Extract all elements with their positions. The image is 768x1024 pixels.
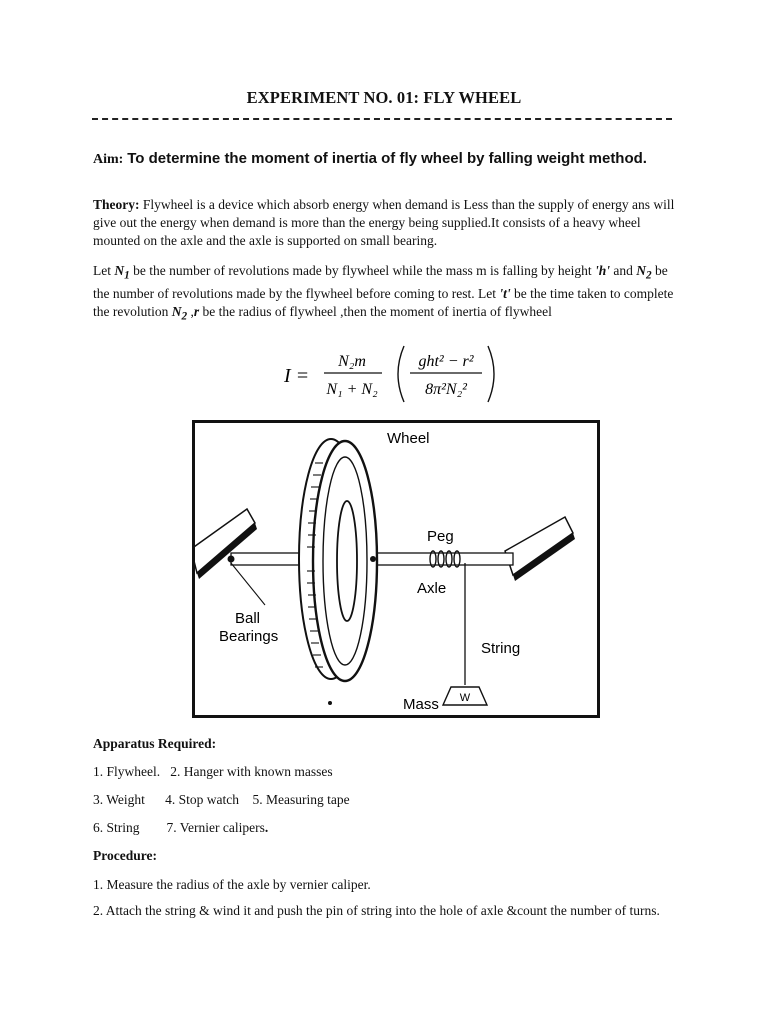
label-ball: Ball [235, 610, 261, 627]
formula-lhs: I = [284, 365, 310, 387]
text-fragment: be the radius of flywheel ,then the moment of inertia of flywheel [199, 303, 552, 319]
page-title: EXPERIMENT NO. 01: FLY WHEEL [246, 88, 522, 107]
left-paren [398, 346, 404, 402]
symbol-n1 [114, 263, 130, 282]
axle-end-dot [370, 556, 376, 562]
procedure-step-1: 1. Measure the radius of the axle by vernier caliper. [93, 877, 371, 892]
text-fragment: be the number of revolutions made by flywheel while the mass m is falling by height [129, 263, 596, 278]
aim-label: Aim: [93, 152, 124, 167]
formula-num2: ght² − r² [418, 353, 474, 370]
theory-text: Flywheel is a device which absorb energy when demand is Less than the supply of energy ans will give out the energy when demand is more than the energy being supplied.It consists of a heavy wheel mounted on the axle and the axle is supported on small bearing. [93, 197, 675, 248]
symbol-n2b [171, 303, 188, 323]
procedure-heading: Procedure: [93, 848, 157, 863]
label-axle: Axle [417, 580, 447, 597]
label-mass: Mass [403, 696, 439, 713]
apparatus-line-3-text: 6. String 7. Vernier calipers [93, 820, 265, 835]
mass-label-w: W [459, 692, 471, 704]
symbol-n: N [171, 303, 182, 319]
symbol-n2 [636, 263, 652, 282]
symbol-t: 't' [499, 285, 511, 301]
left-support-edge [197, 523, 257, 579]
label-string: String [481, 640, 521, 657]
apparatus-line-1: 1. Flywheel. 2. Hanger with known masses [93, 764, 333, 779]
subscript: 2 [181, 310, 188, 323]
apparatus-line-2: 3. Weight 4. Stop watch 5. Measuring tape [93, 792, 350, 807]
label-peg: Peg [427, 528, 454, 545]
stray-dot [328, 701, 332, 705]
text-fragment: be the number of revolutions made by the flywheel before coming to rest. Let [93, 263, 668, 301]
subscript: 1 [124, 269, 130, 282]
moment-of-inertia-formula [280, 340, 510, 410]
right-paren [488, 346, 494, 402]
text-fragment: and [610, 263, 637, 278]
symbol-r: r [193, 303, 200, 319]
bearing-leader-line [231, 563, 265, 605]
apparatus-heading: Apparatus Required: [93, 736, 217, 751]
text-fragment: , [187, 303, 194, 319]
apparatus-line-3-period: . [264, 820, 269, 835]
theory-label: Theory: [93, 197, 140, 212]
formula-den1: N₁ + N₂ [326, 381, 378, 398]
dashed-divider [92, 118, 672, 120]
right-support-edge [513, 533, 575, 581]
procedure-step-2: 2. Attach the string & wind it and push the pin of string into the hole of axle &count the number of turns. [93, 903, 660, 918]
apparatus-line-3 [93, 820, 268, 836]
aim-paragraph [93, 148, 673, 170]
aim-text: To determine the moment of inertia of fly wheel by falling weight method. [127, 150, 647, 167]
flywheel-drawing [195, 423, 597, 715]
subscript: 2 [646, 269, 652, 282]
wheel-hub [337, 501, 357, 621]
ball-bearing-dot [228, 556, 235, 563]
formula-num1: N₂m [338, 353, 366, 370]
symbol-n: N [114, 263, 125, 278]
label-wheel: Wheel [387, 430, 430, 447]
symbol-n: N [636, 263, 647, 278]
flywheel-diagram [192, 420, 600, 718]
label-bearings: Bearings [219, 628, 279, 645]
formula-den2: 8π²N₂² [425, 381, 467, 398]
symbol-h: 'h' [595, 263, 611, 278]
theory-paragraph [93, 196, 675, 250]
text-fragment: be the time taken to complete the revolution [93, 285, 674, 319]
definitions-paragraph [93, 262, 675, 325]
text-fragment: Let [93, 263, 115, 278]
